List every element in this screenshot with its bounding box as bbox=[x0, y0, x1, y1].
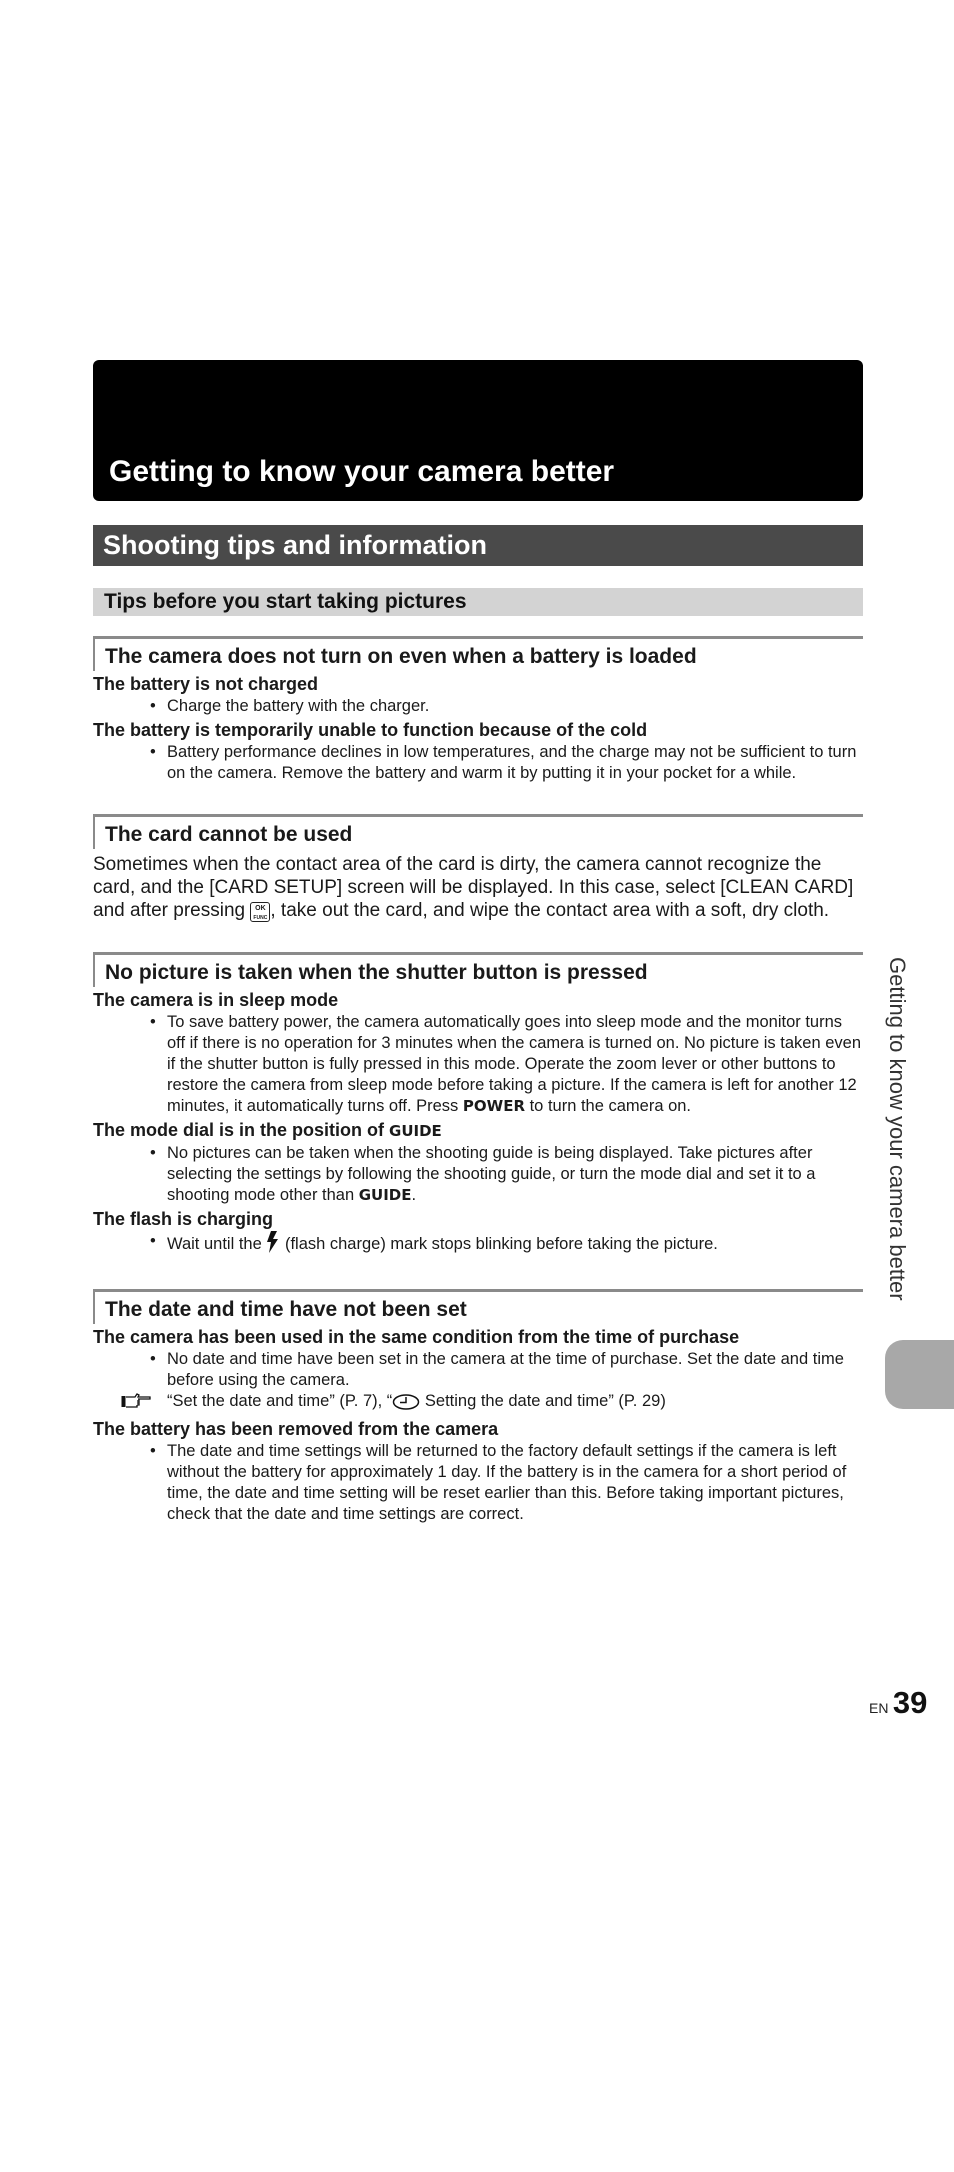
guide-text-after: . bbox=[411, 1186, 417, 1204]
bullet-text bbox=[93, 1231, 863, 1259]
chapter-side-tab bbox=[885, 1340, 954, 1409]
topic-no-picture-taken bbox=[93, 952, 863, 1259]
item-heading bbox=[93, 1119, 863, 1142]
bullet-text: • Battery performance declines in low temperatures, and the charge may not be sufficient to turn on the camera. Remove the battery and warm it by putting it in your pocket for a while. bbox=[93, 742, 863, 784]
language-code: EN bbox=[869, 1700, 889, 1716]
bullet-text: • No date and time have been set in the camera at the time of purchase. Set the date and time before using the camera. bbox=[93, 1349, 863, 1391]
topic-title: The card cannot be used bbox=[93, 814, 863, 849]
bullet-text bbox=[93, 1143, 863, 1206]
topic-title: The camera does not turn on even when a battery is loaded bbox=[93, 636, 863, 671]
topic-battery-not-turn-on bbox=[93, 636, 863, 784]
body-text-after: , take out the card, and wipe the contact area with a soft, dry cloth. bbox=[270, 900, 830, 921]
body-text-before: Sometimes when the contact area of the card is dirty, the camera cannot recognize the card, and the [CARD SETUP] screen will be displayed. In this case, select [CLEAN CARD] and after pressing bbox=[93, 854, 854, 921]
item-heading: The camera is in sleep mode bbox=[93, 990, 339, 1010]
item-heading: The battery is temporarily unable to function because of the cold bbox=[93, 720, 648, 740]
subsection-title: Tips before you start taking pictures bbox=[93, 588, 863, 616]
bullet-text: • The date and time settings will be returned to the factory default settings if the camera is left without the battery for approximately 1 day. If the battery is in the camera for a short period of time, the date and time setting will be reset earlier than this. Before taking important pictures, check that the date and time settings are correct. bbox=[93, 1441, 863, 1525]
func-label: FUNC bbox=[253, 915, 268, 921]
power-button-label: POWER bbox=[462, 1097, 525, 1115]
ok-label: OK bbox=[255, 905, 266, 912]
bullet-text: • Charge the battery with the charger. bbox=[93, 696, 863, 717]
item-heading: The battery is not charged bbox=[93, 674, 319, 694]
item-heading: The camera has been used in the same condition from the time of purchase bbox=[93, 1327, 740, 1347]
guide-mode-label: GUIDE bbox=[358, 1186, 412, 1204]
ref-text: “Set the date and time” (P. 7), “ bbox=[167, 1392, 393, 1410]
guide-text: No pictures can be taken when the shooting guide is being displayed. Take pictures after selecting the settings by following the shooting guide, or turn the mode dial and set it to a shooting mode other than bbox=[167, 1144, 816, 1204]
topic-card-cannot-be-used bbox=[93, 814, 863, 922]
bullet-text bbox=[93, 1012, 863, 1117]
ok-func-button-icon bbox=[250, 902, 270, 922]
guide-mode-label: GUIDE bbox=[389, 1122, 442, 1140]
page-number-value: 39 bbox=[892, 1685, 928, 1720]
flash-text: Wait until the bbox=[167, 1235, 262, 1253]
ref-text-after: Setting the date and time” (P. 29) bbox=[420, 1392, 666, 1410]
clock-icon bbox=[392, 1394, 420, 1416]
chapter-title: Getting to know your camera better bbox=[109, 455, 615, 488]
page-content bbox=[93, 360, 863, 1525]
item-heading: The battery has been removed from the camera bbox=[93, 1419, 499, 1439]
chapter-side-label: Getting to know your camera better bbox=[885, 957, 910, 1301]
chapter-banner bbox=[93, 360, 863, 501]
pointing-hand-icon bbox=[121, 1393, 151, 1415]
sleep-text-after: to turn the camera on. bbox=[529, 1097, 692, 1115]
page-number bbox=[869, 1685, 927, 1721]
topic-title: No picture is taken when the shutter button is pressed bbox=[93, 952, 863, 987]
card-body-text bbox=[93, 853, 863, 922]
sleep-text: To save battery power, the camera automatically goes into sleep mode and the monitor turns off if there is no operation for 3 minutes when the camera is turned on. No picture is taken even if the shutter button is fully pressed in this mode. Operate the zoom lever or other buttons to restore the camera from sleep mode before taking a picture. If the camera is left for another 12 minutes, it automatically turns off. Press bbox=[167, 1013, 861, 1115]
section-title: Shooting tips and information bbox=[93, 525, 863, 566]
topic-title: The date and time have not been set bbox=[93, 1289, 863, 1324]
item-heading: The flash is charging bbox=[93, 1209, 274, 1229]
flash-charge-icon bbox=[266, 1231, 280, 1259]
flash-text-after: (flash charge) mark stops blinking before taking the picture. bbox=[284, 1235, 718, 1253]
topic-date-time-not-set bbox=[93, 1289, 863, 1525]
guide-heading-text: The mode dial is in the position of bbox=[93, 1120, 385, 1140]
reference-line bbox=[93, 1391, 863, 1416]
